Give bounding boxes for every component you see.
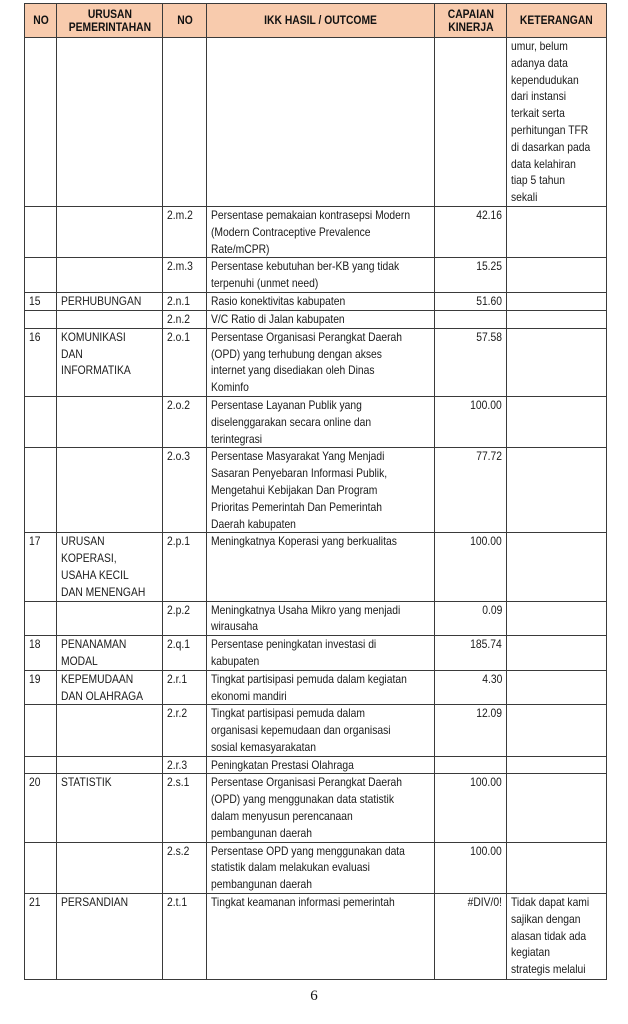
cell-keterangan (507, 636, 607, 671)
cell-no (25, 258, 57, 293)
cell-urusan (57, 705, 163, 756)
cell-kode-text: 2.o.2 (167, 397, 190, 412)
cell-capaian-text: 0.09 (481, 602, 502, 617)
page-number: 6 (310, 988, 318, 1004)
cell-no (25, 292, 57, 310)
cell-urusan-text: URUSAN KOPERASI, USAHA KECIL DAN MENENGAH (61, 534, 146, 599)
cell-capaian-text: 12.09 (476, 706, 502, 721)
cell-no (25, 601, 57, 636)
cell-urusan-text: KOMUNIKASI DAN INFORMATIKA (61, 329, 131, 378)
cell-keterangan (507, 396, 607, 447)
cell-capaian-text: 100.00 (470, 775, 502, 790)
cell-kode-text: 2.s.2 (167, 843, 190, 858)
cell-urusan-text: PENANAMAN MODAL (61, 637, 127, 668)
cell-ikk-text: Persentase Organisasi Perangkat Daerah (OPD) yang menggunakan data statistik dalam menyusun perencanaan pembangunan daerah (211, 775, 403, 840)
cell-no (25, 310, 57, 328)
cell-no-text: 17 (29, 534, 41, 549)
cell-keterangan (507, 310, 607, 328)
cell-capaian (435, 756, 507, 774)
cell-ikk-text: Tingkat partisipasi pemuda dalam kegiatan ekonomi mandiri (211, 671, 407, 703)
cell-no (25, 842, 57, 893)
cell-urusan-text: PERSANDIAN (61, 895, 129, 910)
cell-no (25, 894, 57, 980)
cell-keterangan (507, 328, 607, 396)
cell-ikk (207, 636, 435, 671)
performance-table (24, 3, 607, 980)
cell-capaian-text: 15.25 (476, 259, 502, 274)
cell-kode (163, 705, 207, 756)
cell-ikk-text: Meningkatnya Usaha Mikro yang menjadi wirausaha (211, 602, 401, 634)
cell-urusan (57, 774, 163, 842)
cell-ikk (207, 396, 435, 447)
cell-no-text: 18 (29, 637, 41, 652)
cell-capaian (435, 670, 507, 705)
cell-kode-text: 2.n.1 (167, 293, 190, 308)
cell-ikk-text: Tingkat partisipasi pemuda dalam organisasi kepemudaan dan organisasi sosial kemasyarakatan (211, 706, 391, 754)
table-row (25, 774, 607, 842)
table-row (25, 842, 607, 893)
cell-ikk-text: Persentase kebutuhan ber-KB yang tidak terpenuhi (unmet need) (211, 259, 400, 291)
cell-capaian (435, 310, 507, 328)
cell-kode (163, 842, 207, 893)
table-row (25, 705, 607, 756)
cell-capaian-text: 185.74 (470, 637, 502, 652)
cell-kode (163, 601, 207, 636)
cell-ikk (207, 894, 435, 980)
cell-keterangan (507, 38, 607, 207)
cell-urusan (57, 756, 163, 774)
cell-ikk-text: Persentase Masyarakat Yang Menjadi Sasaran Penyebaran Informasi Publik, Mengetahui Kebijakan Dan Program Prioritas Pemerintah Dan Pemerintah Daerah kabupaten (211, 449, 388, 531)
cell-urusan-text: STATISTIK (61, 775, 112, 790)
cell-keterangan (507, 601, 607, 636)
cell-urusan (57, 292, 163, 310)
cell-kode-text: 2.n.2 (167, 311, 190, 326)
cell-ikk-text: V/C Ratio di Jalan kabupaten (211, 311, 345, 326)
cell-capaian (435, 842, 507, 893)
cell-keterangan (507, 894, 607, 980)
cell-no (25, 396, 57, 447)
cell-ikk (207, 670, 435, 705)
table-row (25, 310, 607, 328)
cell-keterangan (507, 206, 607, 257)
cell-keterangan (507, 756, 607, 774)
cell-ikk (207, 705, 435, 756)
cell-ikk-text: Persentase Layanan Publik yang diselenggarakan secara online dan terintegrasi (211, 397, 372, 446)
cell-urusan-text: PERHUBUNGAN (61, 293, 142, 308)
table-row (25, 206, 607, 257)
cell-urusan (57, 670, 163, 705)
cell-urusan (57, 636, 163, 671)
cell-kode-text: 2.p.2 (167, 602, 190, 617)
cell-kode-text: 2.m.3 (167, 259, 193, 274)
cell-kode (163, 774, 207, 842)
cell-capaian (435, 206, 507, 257)
cell-kode (163, 310, 207, 328)
cell-ikk-text: Tingkat keamanan informasi pemerintah (211, 895, 395, 910)
cell-no (25, 328, 57, 396)
table-row (25, 258, 607, 293)
cell-no (25, 533, 57, 601)
cell-ikk (207, 38, 435, 207)
cell-ikk (207, 756, 435, 774)
header-urusan: URUSAN PEMERINTAHAN (57, 4, 163, 38)
cell-no-text: 20 (29, 775, 41, 790)
cell-capaian-text: #DIV/0! (467, 895, 502, 910)
cell-ikk-text: Rasio konektivitas kabupaten (211, 293, 346, 308)
table-row (25, 38, 607, 207)
cell-capaian (435, 396, 507, 447)
cell-kode (163, 894, 207, 980)
cell-urusan (57, 310, 163, 328)
cell-capaian (435, 533, 507, 601)
header-ikk: IKK HASIL / OUTCOME (207, 4, 435, 38)
cell-keterangan (507, 774, 607, 842)
cell-urusan (57, 894, 163, 980)
cell-capaian (435, 636, 507, 671)
cell-ikk (207, 258, 435, 293)
cell-capaian (435, 328, 507, 396)
cell-urusan (57, 601, 163, 636)
cell-no (25, 774, 57, 842)
cell-kode-text: 2.m.2 (167, 207, 193, 222)
cell-ikk-text: Persentase Organisasi Perangkat Daerah (OPD) yang terhubung dengan akses internet yang disediakan oleh Dinas Kominfo (211, 329, 403, 395)
header-keterangan: KETERANGAN (507, 4, 607, 38)
cell-capaian-text: 42.16 (476, 207, 502, 222)
cell-urusan (57, 842, 163, 893)
table-row (25, 636, 607, 671)
cell-kode (163, 670, 207, 705)
cell-urusan (57, 448, 163, 533)
cell-capaian-text: 77.72 (476, 449, 502, 464)
cell-capaian (435, 258, 507, 293)
cell-no-text: 16 (29, 329, 41, 344)
cell-kode (163, 258, 207, 293)
cell-kode (163, 38, 207, 207)
cell-kode-text: 2.r.3 (167, 757, 188, 772)
header-no: NO (25, 4, 57, 38)
cell-ikk-text: Peningkatan Prestasi Olahraga (211, 757, 354, 772)
cell-ikk (207, 842, 435, 893)
cell-kode-text: 2.q.1 (167, 637, 190, 652)
cell-ikk-text: Persentase OPD yang menggunakan data statistik dalam melakukan evaluasi pembangunan daerah (211, 843, 405, 892)
cell-capaian (435, 705, 507, 756)
cell-kode (163, 206, 207, 257)
cell-no (25, 670, 57, 705)
cell-kode (163, 396, 207, 447)
cell-ikk (207, 601, 435, 636)
header-capaian: CAPAIAN KINERJA (435, 4, 507, 38)
cell-keterangan (507, 705, 607, 756)
cell-kode (163, 448, 207, 533)
cell-kode (163, 636, 207, 671)
cell-urusan (57, 206, 163, 257)
cell-ikk-text: Persentase pemakaian kontrasepsi Modern (Modern Contraceptive Prevalence Rate/mCPR) (211, 207, 411, 256)
cell-kode-text: 2.t.1 (167, 895, 188, 910)
cell-keterangan-text: Tidak dapat kami sajikan dengan alasan tidak ada kegiatan strategis melalui (511, 895, 590, 977)
cell-capaian (435, 774, 507, 842)
cell-capaian (435, 894, 507, 980)
cell-no-text: 15 (29, 293, 41, 308)
cell-ikk (207, 292, 435, 310)
cell-no (25, 636, 57, 671)
cell-keterangan (507, 533, 607, 601)
cell-ikk-text: Meningkatnya Koperasi yang berkualitas (211, 534, 397, 549)
table-row (25, 756, 607, 774)
cell-ikk-text: Persentase peningkatan investasi di kabupaten (211, 637, 377, 668)
cell-no (25, 38, 57, 207)
cell-capaian-text: 57.58 (476, 329, 502, 344)
cell-urusan (57, 38, 163, 207)
cell-capaian-text: 100.00 (470, 534, 502, 549)
cell-capaian-text: 100.00 (470, 843, 502, 858)
cell-urusan (57, 328, 163, 396)
cell-ikk (207, 328, 435, 396)
cell-capaian (435, 448, 507, 533)
cell-keterangan (507, 842, 607, 893)
table-row (25, 396, 607, 447)
cell-urusan-text: KEPEMUDAAN DAN OLAHRAGA (61, 671, 144, 703)
table-row (25, 670, 607, 705)
cell-kode (163, 292, 207, 310)
cell-urusan (57, 258, 163, 293)
table-header-row (25, 4, 607, 38)
cell-kode-text: 2.s.1 (167, 775, 190, 790)
cell-capaian-text: 51.60 (476, 293, 502, 308)
cell-capaian (435, 601, 507, 636)
cell-keterangan (507, 670, 607, 705)
cell-no (25, 206, 57, 257)
cell-ikk (207, 448, 435, 533)
cell-urusan (57, 533, 163, 601)
cell-no-text: 21 (29, 895, 41, 910)
cell-ikk (207, 310, 435, 328)
cell-ikk (207, 206, 435, 257)
header-no-kode: NO (163, 4, 207, 38)
cell-urusan (57, 396, 163, 447)
cell-kode-text: 2.p.1 (167, 534, 190, 549)
cell-capaian-text: 4.30 (481, 671, 502, 686)
cell-capaian (435, 292, 507, 310)
cell-keterangan (507, 258, 607, 293)
table-row (25, 448, 607, 533)
table-row (25, 533, 607, 601)
cell-no (25, 756, 57, 774)
cell-kode-text: 2.o.1 (167, 329, 190, 344)
cell-no (25, 705, 57, 756)
cell-keterangan-text: umur, belum adanya data kependudukan dari instansi terkait serta perhitungan TFR di dasarkan pada data kelahiran tiap 5 tahun sekali (511, 39, 591, 205)
cell-ikk (207, 533, 435, 601)
cell-ikk (207, 774, 435, 842)
cell-kode-text: 2.r.1 (167, 671, 188, 686)
cell-kode-text: 2.o.3 (167, 449, 190, 464)
cell-no-text: 19 (29, 671, 41, 686)
cell-capaian (435, 38, 507, 207)
cell-no (25, 448, 57, 533)
cell-keterangan (507, 448, 607, 533)
cell-kode (163, 756, 207, 774)
cell-kode (163, 328, 207, 396)
table-row (25, 601, 607, 636)
cell-keterangan (507, 292, 607, 310)
table-row (25, 292, 607, 310)
table-row (25, 328, 607, 396)
cell-kode (163, 533, 207, 601)
table-row (25, 894, 607, 980)
cell-capaian-text: 100.00 (470, 397, 502, 412)
cell-kode-text: 2.r.2 (167, 706, 188, 721)
